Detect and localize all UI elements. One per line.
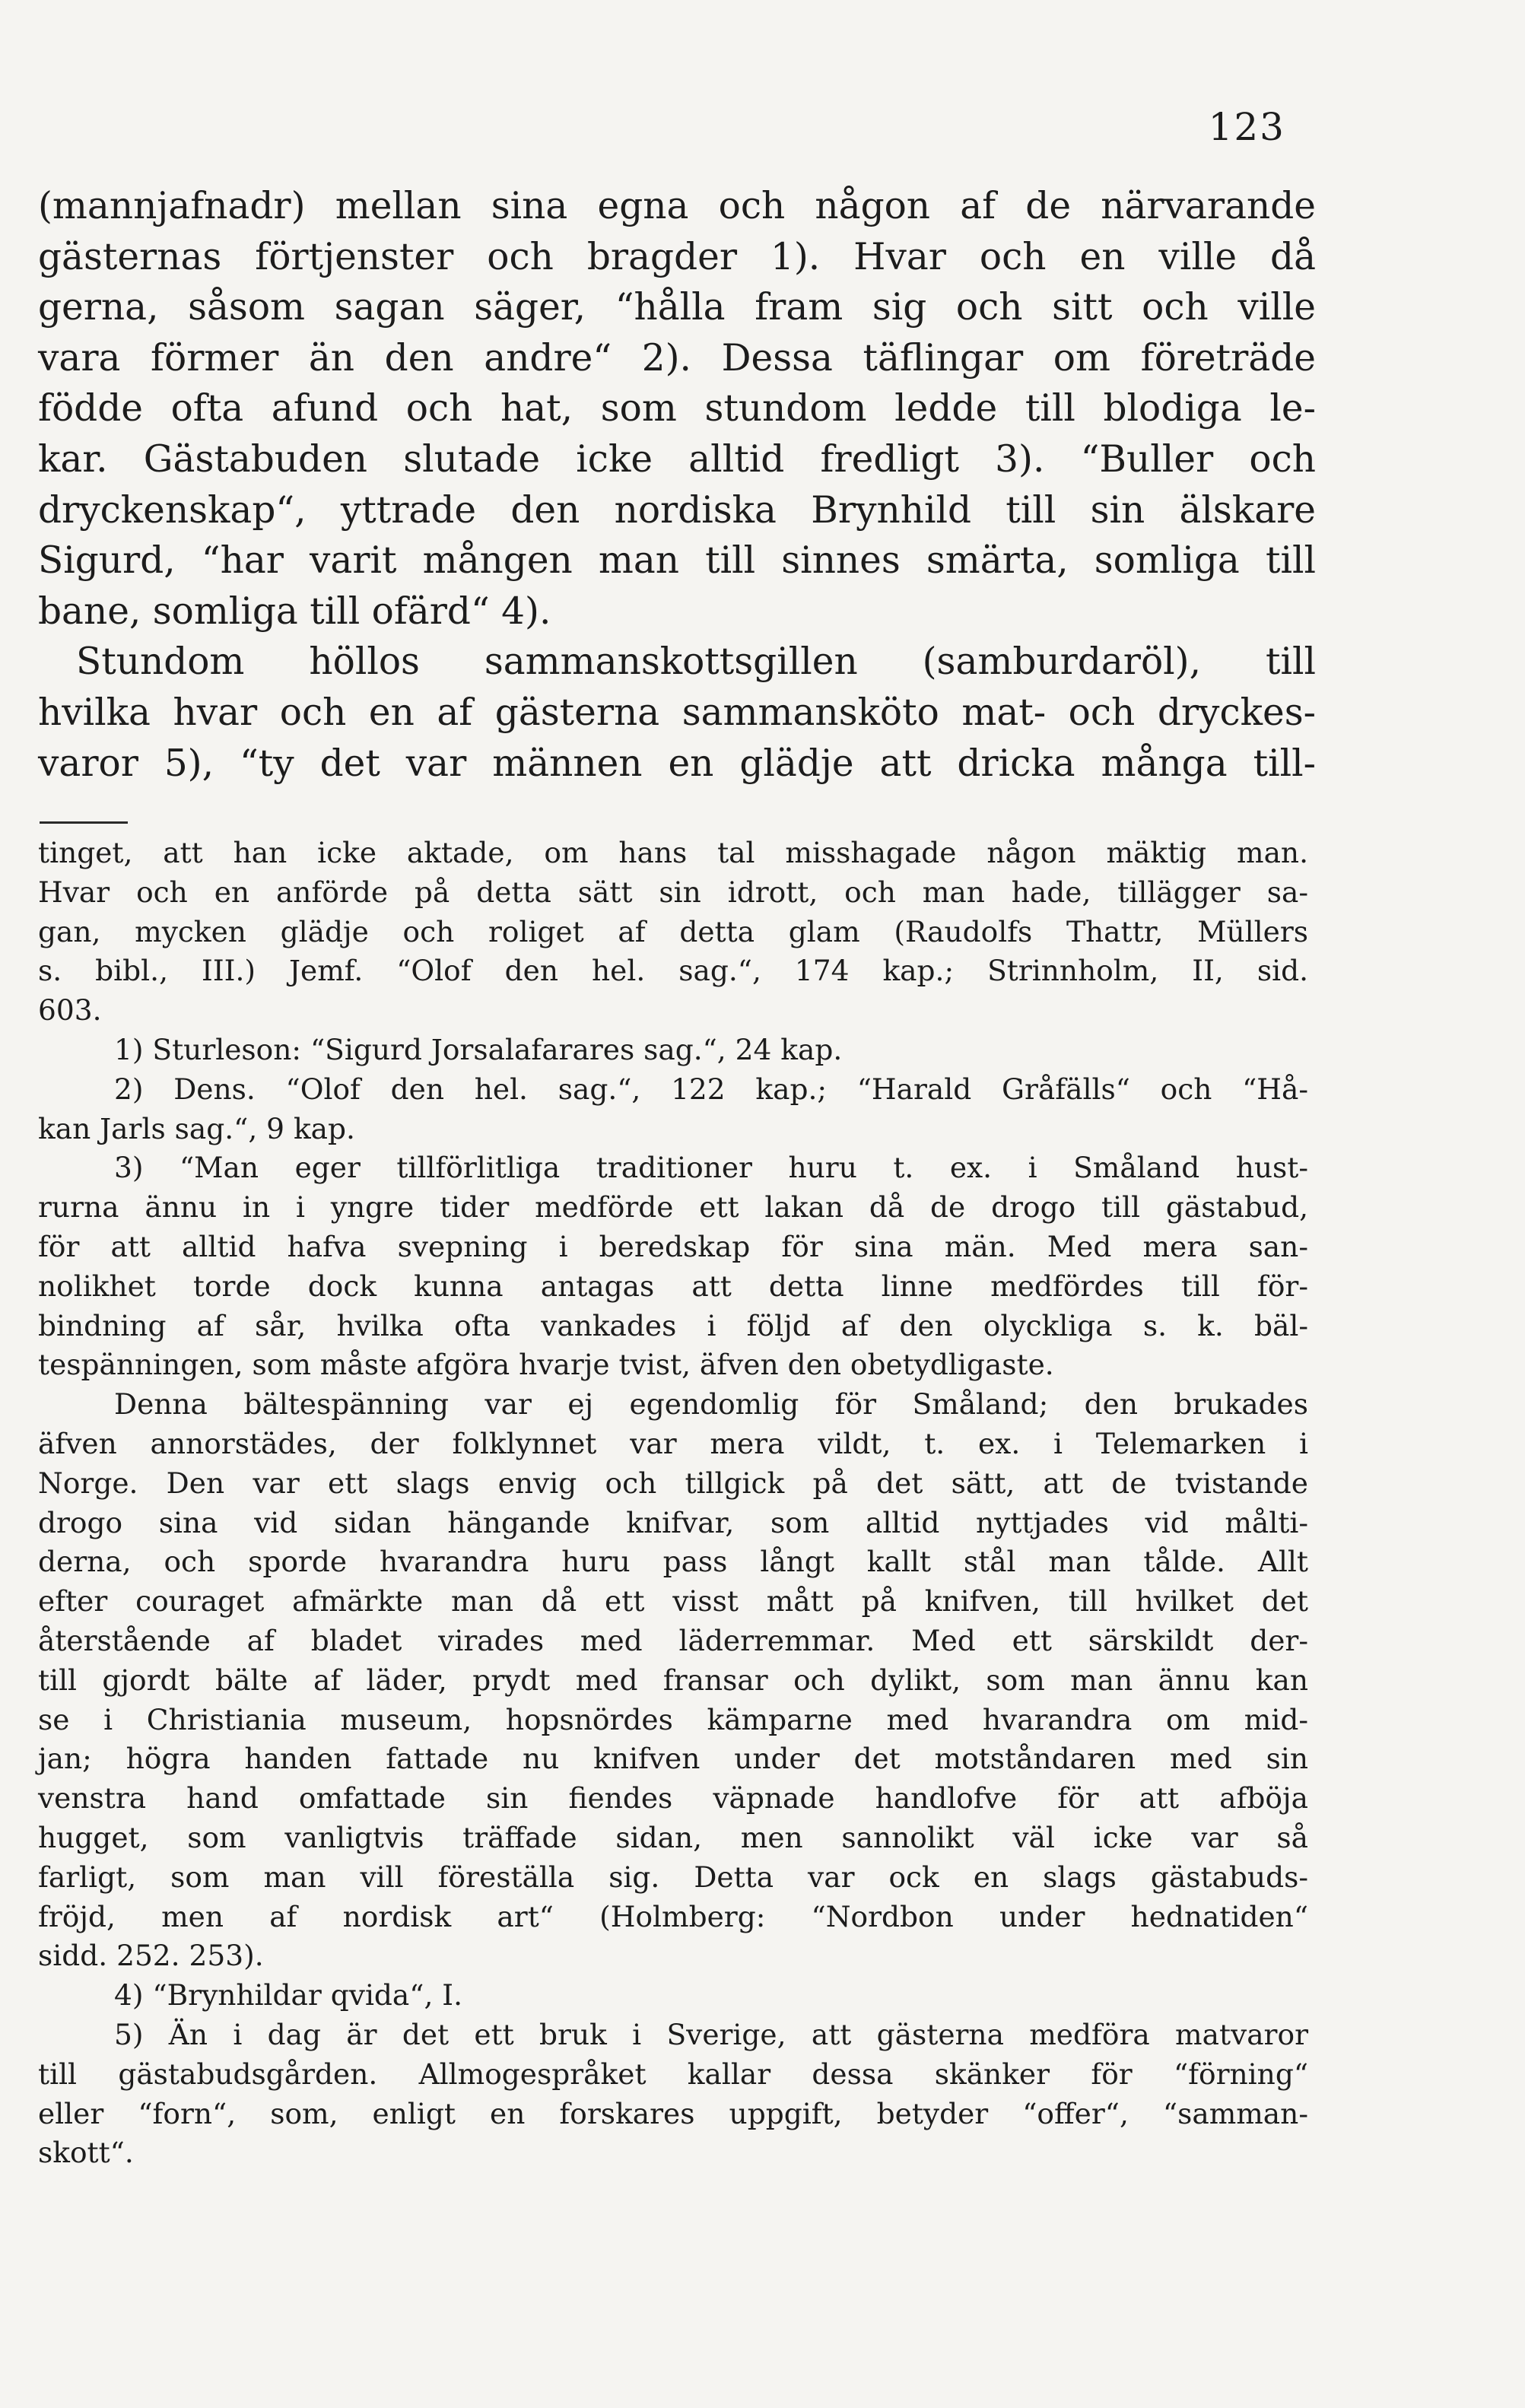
body-text-line: Sigurd, “har varit mången man till sinnes smärta, somliga till [38, 539, 1316, 583]
footnote-line: tespänningen, som måste afgöra hvarje tvist, äfven den obetydligaste. [38, 1348, 1054, 1382]
main-body-text [38, 181, 1316, 789]
footnote-line: jan; högra handen fattade nu knifven under det motståndaren med sin [38, 1742, 1308, 1776]
footnote-line: 1) Sturleson: “Sigurd Jorsalafarares sag.“, 24 kap. [114, 1032, 843, 1066]
footnote-line: farligt, som man vill föreställa sig. Detta var ock en slags gästabuds- [38, 1860, 1308, 1894]
footnote-line: fröjd, men af nordisk art“ (Holmberg: “Nordbon under hednatiden“ [38, 1899, 1308, 1933]
footnote-line: för att alltid hafva svepning i beredskap för sina män. Med mera san- [38, 1229, 1308, 1263]
footnote-line: rurna ännu in i yngre tider medförde ett lakan då de drogo till gästabud, [38, 1190, 1308, 1225]
footnotes-block [38, 834, 1308, 2173]
footnote-line: drogo sina vid sidan hängande knifvar, som alltid nyttjades vid målti- [38, 1505, 1308, 1539]
footnote-line: 5) Än i dag är det ett bruk i Sverige, att gästerna medföra matvaror [114, 2017, 1308, 2051]
footnote-divider [40, 821, 128, 824]
footnote-line: sidd. 252. 253). [38, 1939, 264, 1973]
footnote-line: Hvar och en anförde på detta sätt sin idrott, och man hade, tillägger sa- [38, 875, 1308, 909]
body-text-line: Stundom höllos sammanskottsgillen (samburdaröl), till [76, 640, 1316, 684]
footnote-line: s. bibl., III.) Jemf. “Olof den hel. sag.“, 174 kap.; Strinnholm, II, sid. [38, 954, 1308, 988]
footnote-line: eller “forn“, som, enligt en forskares uppgift, betyder “offer“, “samman- [38, 2096, 1308, 2130]
page-number: 123 [1208, 105, 1285, 149]
footnote-line: venstra hand omfattade sin fiendes väpnade handlofve för att afböja [38, 1781, 1308, 1816]
footnote-line: till gästabudsgården. Allmogespråket kallar dessa skänker för “förning“ [38, 2057, 1308, 2091]
footnote-line: 4) “Brynhildar qvida“, I. [114, 1978, 463, 2012]
footnote-line: Norge. Den var ett slags envig och tillgick på det sätt, att de tvistande [38, 1466, 1308, 1500]
body-text-line: gästernas förtjenster och bragder 1). Hvar och en ville då [38, 235, 1316, 278]
body-text-line: födde ofta afund och hat, som stundom ledde till blodiga le- [38, 387, 1316, 430]
footnote-line: derna, och sporde hvarandra huru pass långt kallt stål man tålde. Allt [38, 1545, 1308, 1579]
footnote-line: till gjordt bälte af läder, prydt med fransar och dylikt, som man ännu kan [38, 1663, 1308, 1697]
footnote-line: gan, mycken glädje och roliget af detta glam (Raudolfs Thattr, Müllers [38, 914, 1308, 948]
footnote-line: tinget, att han icke aktade, om hans tal misshagade någon mäktig man. [38, 836, 1308, 869]
footnote-line: se i Christiania museum, hopsnördes kämparne med hvarandra om mid- [38, 1702, 1308, 1736]
footnote-line: hugget, som vanligtvis träffade sidan, men sannolikt väl icke var så [38, 1820, 1308, 1854]
footnote-line: 2) Dens. “Olof den hel. sag.“, 122 kap.; “Harald Gråfälls“ och “Hå- [114, 1072, 1308, 1106]
body-text-line: dryckenskap“, yttrade den nordiska Brynhild till sin älskare [38, 488, 1316, 532]
body-text-line: hvilka hvar och en af gästerna sammansköto mat- och dryckes- [38, 691, 1316, 734]
footnote-line: 603. [38, 993, 102, 1028]
body-text-line: gerna, såsom sagan säger, “hålla fram sig och sitt och ville [38, 286, 1316, 329]
footnote-line: efter couraget afmärkte man då ett visst mått på knifven, till hvilket det [38, 1584, 1308, 1619]
footnote-line: Denna bältespänning var ej egendomlig för Småland; den brukades [114, 1387, 1308, 1422]
footnote-line: bindning af sår, hvilka ofta vankades i följd af den olyckliga s. k. bäl- [38, 1308, 1308, 1342]
body-text-line: varor 5), “ty det var männen en glädje att dricka många till- [38, 742, 1316, 785]
footnote-line: nolikhet torde dock kunna antagas att detta linne medfördes till för- [38, 1269, 1308, 1303]
footnote-line: kan Jarls sag.“, 9 kap. [38, 1111, 355, 1145]
footnote-line: 3) “Man eger tillförlitliga traditioner huru t. ex. i Småland hust- [114, 1151, 1308, 1185]
footnote-line: skott“. [38, 2136, 134, 2170]
body-text-line: vara förmer än den andre“ 2). Dessa täflingar om företräde [38, 336, 1316, 380]
body-text-line: kar. Gästabuden slutade icke alltid fredligt 3). “Buller och [38, 437, 1316, 481]
footnote-line: återstående af bladet virades med läderremmar. Med ett särskildt der- [38, 1623, 1308, 1657]
body-text-line: bane, somliga till ofärd“ 4). [38, 589, 551, 633]
footnote-line: äfven annorstädes, der folklynnet var mera vildt, t. ex. i Telemarken i [38, 1426, 1308, 1460]
body-text-line: (mannjafnadr) mellan sina egna och någon af de närvarande [38, 185, 1316, 227]
